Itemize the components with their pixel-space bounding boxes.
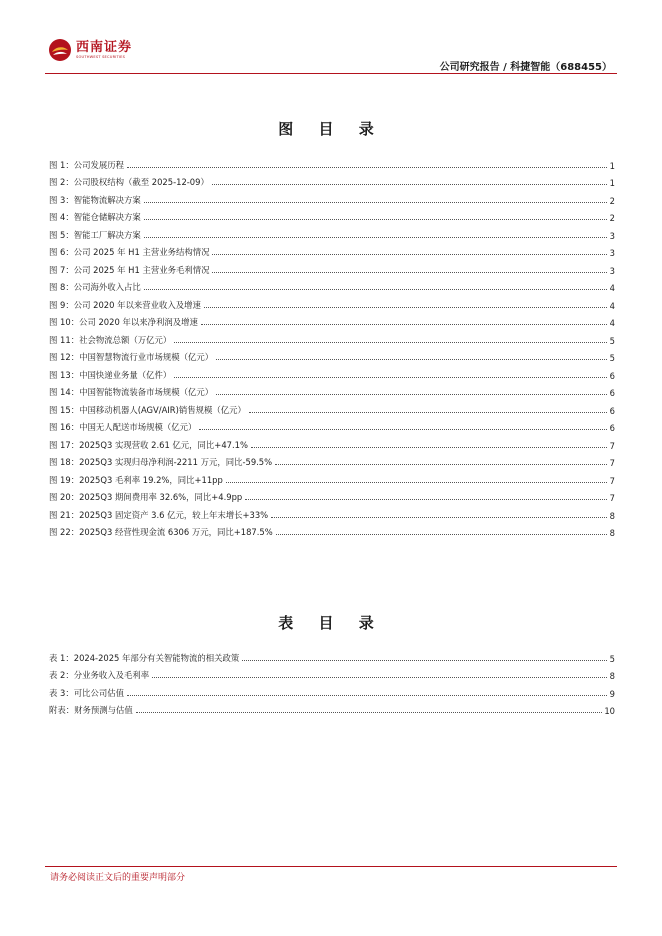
report-title: 公司研究报告 / 科捷智能（688455） xyxy=(439,62,612,73)
toc-entry-label: 图 2：公司股权结构（截至 2025-12-09） xyxy=(49,177,209,187)
toc-entry[interactable] xyxy=(49,381,615,399)
toc-entry[interactable] xyxy=(49,171,615,189)
logo-emblem-icon xyxy=(48,38,72,62)
toc-entry-page: 3 xyxy=(609,265,615,276)
toc-entry[interactable] xyxy=(49,468,615,486)
toc-dot-leader xyxy=(144,237,607,238)
toc-entry[interactable] xyxy=(49,276,615,294)
toc-entry-label: 表 1：2024-2025 年部分有关智能物流的相关政策 xyxy=(49,652,240,663)
toc-entry-page: 4 xyxy=(609,300,615,311)
toc-entry[interactable] xyxy=(49,188,615,206)
toc-dot-leader xyxy=(226,482,607,483)
toc-entry-label: 图 6：公司 2025 年 H1 主营业务结构情况 xyxy=(49,247,210,257)
toc-dot-leader xyxy=(251,447,607,448)
toc-entry-label: 图 5：智能工厂解决方案 xyxy=(49,229,141,240)
toc-entry-page: 7 xyxy=(609,475,615,486)
toc-dot-leader xyxy=(144,289,607,290)
page-header xyxy=(0,0,662,76)
toc-dot-leader xyxy=(242,660,607,661)
toc-entry[interactable] xyxy=(49,153,615,171)
toc-entry-label: 表 2：分业务收入及毛利率 xyxy=(49,670,150,680)
toc-entry-page: 5 xyxy=(609,335,615,346)
toc-entry-label: 图 8：公司海外收入占比 xyxy=(49,282,141,292)
figures-toc-list xyxy=(49,153,615,538)
toc-entry[interactable] xyxy=(49,293,615,311)
toc-dot-leader xyxy=(144,219,607,220)
toc-entry[interactable] xyxy=(49,521,615,539)
toc-entry-label: 图 20：2025Q3 期间费用率 32.6%，同比+4.9pp xyxy=(49,492,243,502)
toc-entry-page: 9 xyxy=(609,688,615,699)
toc-entry-label: 图 22：2025Q3 经营性现金流 6306 万元，同比+187.5% xyxy=(49,527,273,537)
toc-entry-label: 附表：财务预测与估值 xyxy=(49,705,133,715)
toc-entry-label: 图 10：公司 2020 年以来净利润及增速 xyxy=(49,317,198,327)
toc-dot-leader xyxy=(275,464,607,465)
toc-dot-leader xyxy=(152,677,607,678)
toc-entry-label: 图 9：公司 2020 年以来营业收入及增速 xyxy=(49,299,201,310)
toc-entry-label: 图 18：2025Q3 实现归母净利润-2211 万元，同比-59.5% xyxy=(49,457,273,467)
toc-entry-page: 5 xyxy=(609,653,615,664)
toc-dot-leader xyxy=(216,394,607,395)
toc-entry-label: 图 7：公司 2025 年 H1 主营业务毛利情况 xyxy=(49,264,210,275)
toc-dot-leader xyxy=(127,167,607,168)
toc-dot-leader xyxy=(271,517,607,518)
toc-entry-label: 图 19：2025Q3 毛利率 19.2%，同比+11pp xyxy=(49,474,223,485)
toc-entry[interactable] xyxy=(49,699,615,717)
toc-entry-label: 表 3：可比公司估值 xyxy=(49,687,124,698)
toc-entry-label: 图 16：中国无人配送市场规模（亿元） xyxy=(49,422,197,432)
toc-dot-leader xyxy=(136,712,603,713)
company-logo xyxy=(48,38,132,62)
toc-entry-label: 图 17：2025Q3 实现营收 2.61 亿元，同比+47.1% xyxy=(49,439,248,450)
toc-entry-label: 图 11：社会物流总额（万亿元） xyxy=(49,334,172,345)
toc-entry[interactable] xyxy=(49,664,615,682)
toc-entry[interactable] xyxy=(49,398,615,416)
toc-entry[interactable] xyxy=(49,451,615,469)
footer-divider xyxy=(45,866,617,867)
toc-entry-label: 图 13：中国快递业务量（亿件） xyxy=(49,369,172,380)
toc-dot-leader xyxy=(174,377,607,378)
footer-notice: 请务必阅读正文后的重要声明部分 xyxy=(50,873,186,883)
figures-toc-title: 图 目 录 xyxy=(278,120,384,138)
logo-chinese-name: 西南证券 xyxy=(76,39,133,55)
toc-entry[interactable] xyxy=(49,346,615,364)
toc-dot-leader xyxy=(212,184,607,185)
toc-entry[interactable] xyxy=(49,241,615,259)
toc-entry-page: 8 xyxy=(609,510,615,521)
toc-entry-page: 10 xyxy=(604,706,615,716)
toc-entry-page: 8 xyxy=(609,528,615,538)
toc-entry[interactable] xyxy=(49,681,615,699)
toc-dot-leader xyxy=(201,324,607,325)
toc-entry-label: 图 4：智能仓储解决方案 xyxy=(49,212,141,222)
toc-entry-page: 3 xyxy=(609,248,615,258)
toc-entry-label: 图 14：中国智能物流装备市场规模（亿元） xyxy=(49,387,214,397)
toc-entry-page: 2 xyxy=(609,213,615,223)
toc-entry-page: 6 xyxy=(609,370,615,381)
toc-entry-page: 1 xyxy=(609,178,615,188)
toc-entry-page: 4 xyxy=(609,318,615,328)
toc-entry-page: 7 xyxy=(609,440,615,451)
toc-entry[interactable] xyxy=(49,328,615,346)
toc-dot-leader xyxy=(144,202,607,203)
toc-entry-page: 7 xyxy=(609,493,615,503)
toc-dot-leader xyxy=(276,534,607,535)
tables-toc-title: 表 目 录 xyxy=(278,614,384,632)
toc-dot-leader xyxy=(216,359,607,360)
toc-entry[interactable] xyxy=(49,206,615,224)
toc-dot-leader xyxy=(174,342,607,343)
toc-dot-leader xyxy=(127,695,607,696)
toc-entry[interactable] xyxy=(49,646,615,664)
toc-entry[interactable] xyxy=(49,363,615,381)
toc-entry-page: 8 xyxy=(609,671,615,681)
toc-dot-leader xyxy=(212,254,607,255)
toc-entry-page: 7 xyxy=(609,458,615,468)
logo-english-name: SOUTHWEST SECURITIES xyxy=(76,54,126,59)
toc-entry[interactable] xyxy=(49,258,615,276)
toc-entry-page: 1 xyxy=(609,160,615,171)
toc-entry-label: 图 15：中国移动机器人(AGV/AIR)销售规模（亿元） xyxy=(49,404,246,415)
toc-dot-leader xyxy=(249,412,607,413)
toc-entry-label: 图 1：公司发展历程 xyxy=(49,159,124,170)
toc-entry-page: 4 xyxy=(609,283,615,293)
toc-entry[interactable] xyxy=(49,433,615,451)
toc-entry-page: 5 xyxy=(609,353,615,363)
toc-entry[interactable] xyxy=(49,223,615,241)
toc-entry[interactable] xyxy=(49,416,615,434)
toc-dot-leader xyxy=(204,307,607,308)
toc-dot-leader xyxy=(199,429,607,430)
toc-entry-label: 图 21：2025Q3 固定资产 3.6 亿元，较上年末增长+33% xyxy=(49,509,269,520)
toc-entry[interactable] xyxy=(49,503,615,521)
toc-entry-page: 2 xyxy=(609,195,615,206)
toc-entry[interactable] xyxy=(49,311,615,329)
header-divider xyxy=(45,73,617,74)
toc-dot-leader xyxy=(245,499,607,500)
toc-entry-page: 3 xyxy=(609,230,615,241)
toc-dot-leader xyxy=(212,272,607,273)
toc-entry-label: 图 3：智能物流解决方案 xyxy=(49,194,141,205)
toc-entry[interactable] xyxy=(49,486,615,504)
toc-entry-label: 图 12：中国智慧物流行业市场规模（亿元） xyxy=(49,352,214,362)
toc-entry-page: 6 xyxy=(609,405,615,416)
tables-toc-list xyxy=(49,646,615,716)
toc-entry-page: 6 xyxy=(609,423,615,433)
toc-entry-page: 6 xyxy=(609,388,615,398)
